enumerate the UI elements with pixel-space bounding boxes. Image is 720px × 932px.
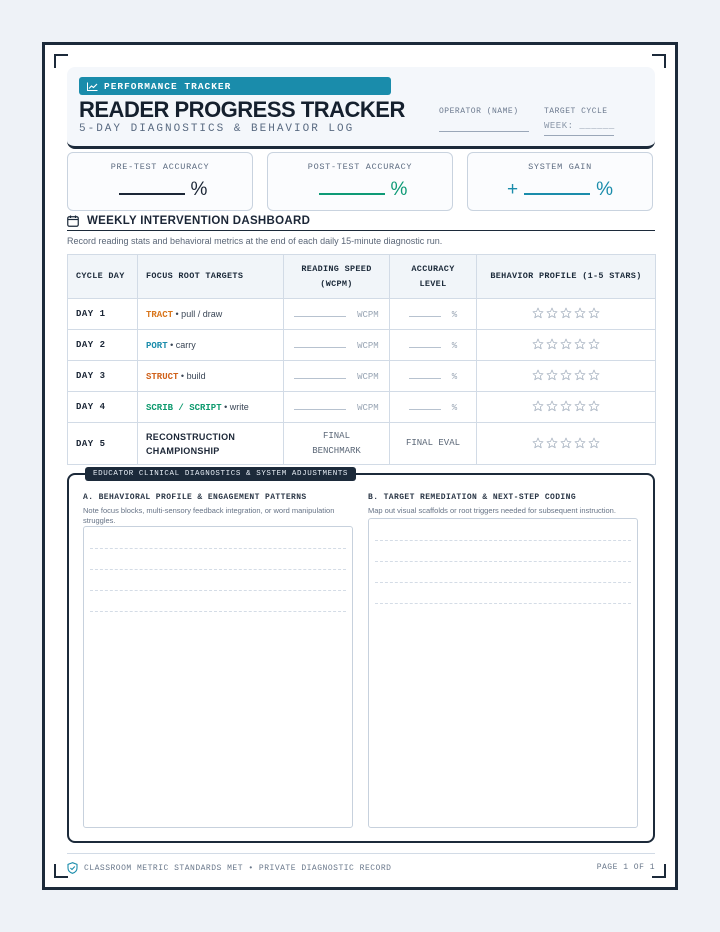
rating-star-icon[interactable] (560, 369, 572, 383)
final-benchmark-field[interactable] (284, 423, 390, 465)
footer-left (67, 862, 391, 874)
cycle-day: DAY 5 (68, 423, 138, 465)
accuracy-unit: % (451, 310, 458, 320)
stat-label: POST-TEST ACCURACY (307, 162, 413, 172)
stat-suffix: % (390, 179, 408, 200)
stat-label: PRE-TEST ACCURACY (110, 162, 210, 172)
week-field[interactable]: WEEK: ______ (544, 121, 615, 131)
footer-standards-text: CLASSROOM METRIC STANDARDS MET • PRIVATE DIAGNOSTIC RECORD (84, 863, 392, 873)
root-word: STRUCT (146, 371, 179, 382)
focus-root-target (138, 299, 284, 330)
rating-star-icon[interactable] (532, 369, 544, 383)
target-remediation-description: Map out visual scaffolds or root triggers needed for subsequent instruction. (368, 506, 616, 515)
header-cycle-day: CYCLE DAY (68, 255, 138, 299)
rating-star-icon[interactable] (546, 338, 558, 352)
header-behavior-profile: BEHAVIOR PROFILE (1-5 STARS) (477, 255, 656, 299)
focus-root-target (138, 330, 284, 361)
final-focus (138, 423, 284, 465)
rating-star-icon[interactable] (560, 338, 572, 352)
operator-label: OPERATOR (NAME) (439, 107, 519, 116)
target-remediation-heading: B. TARGET REMEDIATION & NEXT-STEP CODING (368, 493, 577, 502)
rating-star-icon[interactable] (588, 307, 600, 321)
notes-tab-label: EDUCATOR CLINICAL DIAGNOSTICS & SYSTEM ADJUSTMENTS (85, 467, 356, 481)
post-test-accuracy-box (267, 152, 453, 211)
final-benchmark-line2: BENCHMARK (312, 445, 361, 456)
rating-star-icon[interactable] (546, 400, 558, 414)
chart-trend-icon (87, 82, 98, 91)
accuracy-field[interactable] (390, 299, 477, 330)
rating-star-icon[interactable] (532, 338, 544, 352)
header-reading-speed (284, 255, 390, 299)
corner-mark-top-left (54, 54, 68, 68)
final-focus-line2: CHAMPIONSHIP (146, 445, 220, 456)
corner-mark-bottom-left (54, 864, 68, 878)
writing-line (375, 603, 631, 604)
reading-speed-field[interactable] (284, 392, 390, 423)
operator-name-field[interactable] (439, 131, 529, 132)
rating-star-icon[interactable] (588, 369, 600, 383)
rating-star-icon[interactable] (546, 369, 558, 383)
header-accuracy-level (390, 255, 477, 299)
rating-star-icon[interactable] (532, 307, 544, 321)
post-test-accuracy-field[interactable] (268, 179, 452, 201)
cycle-day: DAY 1 (68, 299, 138, 330)
rating-star-icon[interactable] (560, 307, 572, 321)
rating-star-icon[interactable] (560, 437, 572, 451)
dashboard-description: Record reading stats and behavioral metrics at the end of each daily 15-minute diagnostic run. (67, 236, 443, 246)
stat-prefix: + (506, 179, 519, 200)
shield-check-icon (67, 862, 78, 874)
stat-label: SYSTEM GAIN (528, 162, 592, 172)
focus-root-target (138, 361, 284, 392)
remediation-notes-area[interactable] (368, 518, 638, 828)
accuracy-field[interactable] (390, 330, 477, 361)
rating-star-icon[interactable] (574, 437, 586, 451)
behavior-star-rating[interactable] (477, 299, 656, 330)
blank-line (524, 181, 590, 195)
rating-star-icon[interactable] (574, 369, 586, 383)
final-focus-line1: RECONSTRUCTION (146, 431, 236, 442)
cycle-day: DAY 3 (68, 361, 138, 392)
table-row (68, 392, 656, 423)
rating-star-icon[interactable] (588, 400, 600, 414)
behavior-star-rating[interactable] (477, 423, 656, 465)
blank-line (119, 181, 185, 195)
accuracy-field[interactable] (390, 392, 477, 423)
header-focus-root-targets: FOCUS ROOT TARGETS (138, 255, 284, 299)
blank-line (409, 401, 441, 410)
speed-unit: WCPM (357, 372, 379, 382)
writing-line (375, 561, 631, 562)
blank-line (294, 339, 346, 348)
rating-star-icon[interactable] (532, 437, 544, 451)
rating-star-icon[interactable] (560, 400, 572, 414)
blank-line (319, 181, 385, 195)
dashboard-heading (67, 211, 655, 231)
dashboard-title: WEEKLY INTERVENTION DASHBOARD (87, 214, 311, 227)
header-reading-speed-line2: (WCPM) (320, 278, 353, 289)
root-meaning: • pull / draw (175, 308, 223, 319)
header-accuracy-line1: ACCURACY (411, 263, 455, 274)
table-row (68, 361, 656, 392)
page-number: PAGE 1 OF 1 (596, 863, 655, 872)
badge-label: PERFORMANCE TRACKER (104, 80, 232, 92)
accuracy-unit: % (451, 372, 458, 382)
writing-line (90, 611, 346, 612)
writing-line (90, 548, 346, 549)
page-subtitle: 5-DAY DIAGNOSTICS & BEHAVIOR LOG (79, 123, 355, 135)
header-panel (67, 67, 655, 149)
accuracy-unit: % (451, 341, 458, 351)
writing-line (375, 582, 631, 583)
writing-line (375, 540, 631, 541)
table-header-row (68, 255, 656, 299)
table-row-final (68, 423, 656, 465)
behavior-star-rating[interactable] (477, 361, 656, 392)
page-title: READER PROGRESS TRACKER (79, 97, 405, 122)
final-eval-field[interactable]: FINAL EVAL (390, 423, 477, 465)
behavior-star-rating[interactable] (477, 392, 656, 423)
rating-star-icon[interactable] (546, 437, 558, 451)
root-meaning: • carry (170, 339, 196, 350)
corner-mark-top-right (652, 54, 666, 68)
table-row (68, 299, 656, 330)
rating-star-icon[interactable] (546, 307, 558, 321)
intervention-table (67, 254, 656, 465)
cycle-day: DAY 4 (68, 392, 138, 423)
table-row (68, 330, 656, 361)
pre-test-accuracy-box (67, 152, 253, 211)
reading-speed-field[interactable] (284, 299, 390, 330)
rating-star-icon[interactable] (588, 437, 600, 451)
root-meaning: • write (224, 401, 249, 412)
system-gain-field[interactable] (468, 179, 652, 201)
blank-line (294, 401, 346, 410)
rating-star-icon[interactable] (588, 338, 600, 352)
cycle-day: DAY 2 (68, 330, 138, 361)
header-accuracy-line2: LEVEL (419, 278, 447, 289)
tracker-badge (79, 77, 391, 95)
target-cycle-label: TARGET CYCLE (544, 107, 608, 116)
system-gain-box (467, 152, 653, 211)
root-word: PORT (146, 340, 168, 351)
blank-line (409, 370, 441, 379)
speed-unit: WCPM (357, 403, 379, 413)
week-field-underline (544, 135, 614, 136)
calendar-icon (67, 215, 79, 227)
writing-line (90, 569, 346, 570)
page-footer (67, 853, 655, 875)
behavior-star-rating[interactable] (477, 330, 656, 361)
blank-line (294, 370, 346, 379)
reading-speed-field[interactable] (284, 330, 390, 361)
focus-root-target (138, 392, 284, 423)
blank-line (409, 339, 441, 348)
speed-unit: WCPM (357, 341, 379, 351)
accuracy-field[interactable] (390, 361, 477, 392)
accuracy-unit: % (451, 403, 458, 413)
rating-star-icon[interactable] (532, 400, 544, 414)
behavioral-profile-description: Note focus blocks, multi-sensory feedback integration, or word manipulation struggles. (83, 506, 335, 525)
worksheet-page (42, 42, 678, 890)
pre-test-accuracy-field[interactable] (68, 179, 252, 201)
rating-star-icon[interactable] (574, 307, 586, 321)
rating-star-icon[interactable] (574, 338, 586, 352)
behavioral-profile-heading: A. BEHAVIORAL PROFILE & ENGAGEMENT PATTERNS (83, 493, 307, 502)
stat-suffix: % (596, 179, 613, 200)
blank-line (409, 308, 441, 317)
speed-unit: WCPM (357, 310, 379, 320)
root-meaning: • build (180, 370, 206, 381)
reading-speed-field[interactable] (284, 361, 390, 392)
header-reading-speed-line1: READING SPEED (301, 263, 372, 274)
blank-line (294, 308, 346, 317)
clinical-notes-panel (67, 470, 655, 843)
root-word: TRACT (146, 309, 174, 320)
final-benchmark-line1: FINAL (322, 430, 350, 441)
behavioral-notes-area[interactable] (83, 526, 353, 828)
root-word: SCRIB / SCRIPT (146, 402, 222, 413)
writing-line (90, 590, 346, 591)
stat-suffix: % (190, 179, 208, 200)
rating-star-icon[interactable] (574, 400, 586, 414)
